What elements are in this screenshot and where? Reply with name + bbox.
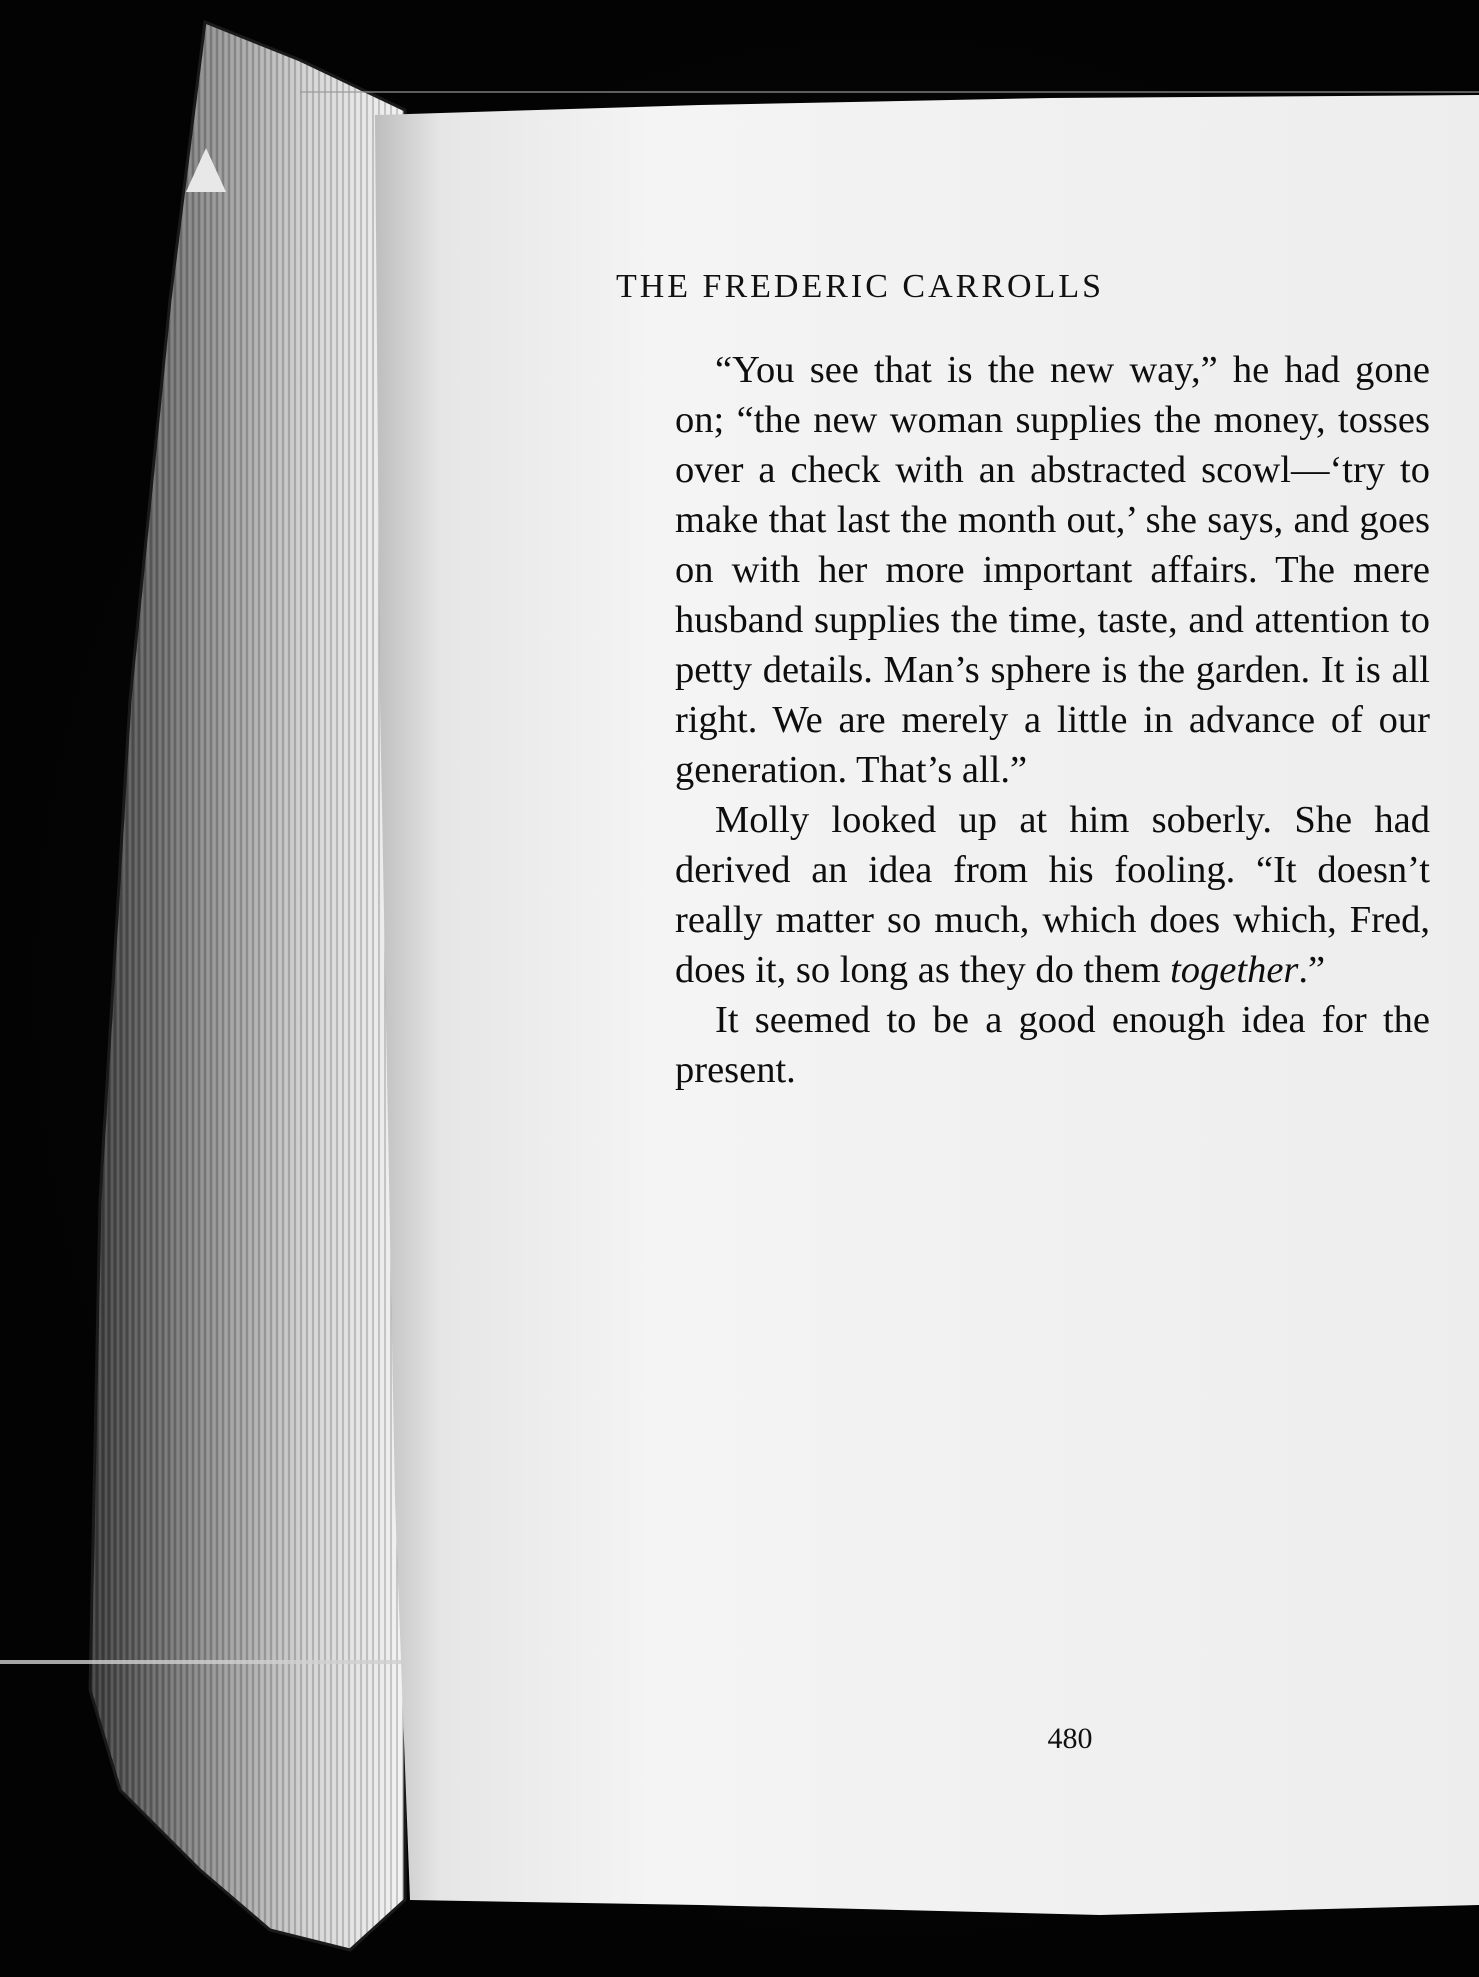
paragraph-2-closing: .” (1298, 949, 1326, 991)
paragraph-2-text: Molly looked up at him soberly. She had derived an idea from his fooling. “It doesn’t really matter so much, which does which, Fred, does it, so long as they do them (675, 799, 1430, 991)
running-head: THE FREDERIC CARROLLS (615, 268, 1105, 305)
paragraph-2-emphasis: together (1170, 949, 1299, 991)
paragraph-3: It seemed to be a good enough idea for the present. (675, 999, 1430, 1091)
paragraph-1: “You see that is the new way,” he had gone on; “the new woman supplies the money, tosses over a check with an abstracted scowl—‘try to make that last the month out,’ she says, and goes on with her more important affairs. The mere husband supplies the time, taste, and attention to petty details. Man’s sphere is the garden. It is all right. We are merely a little in advance of our generation. That’s all.” (675, 349, 1430, 791)
page-corner-mark (186, 148, 226, 192)
paragraph-2 (675, 795, 1430, 995)
page-number: 480 (1047, 1722, 1093, 1755)
body-text (675, 345, 1430, 1095)
